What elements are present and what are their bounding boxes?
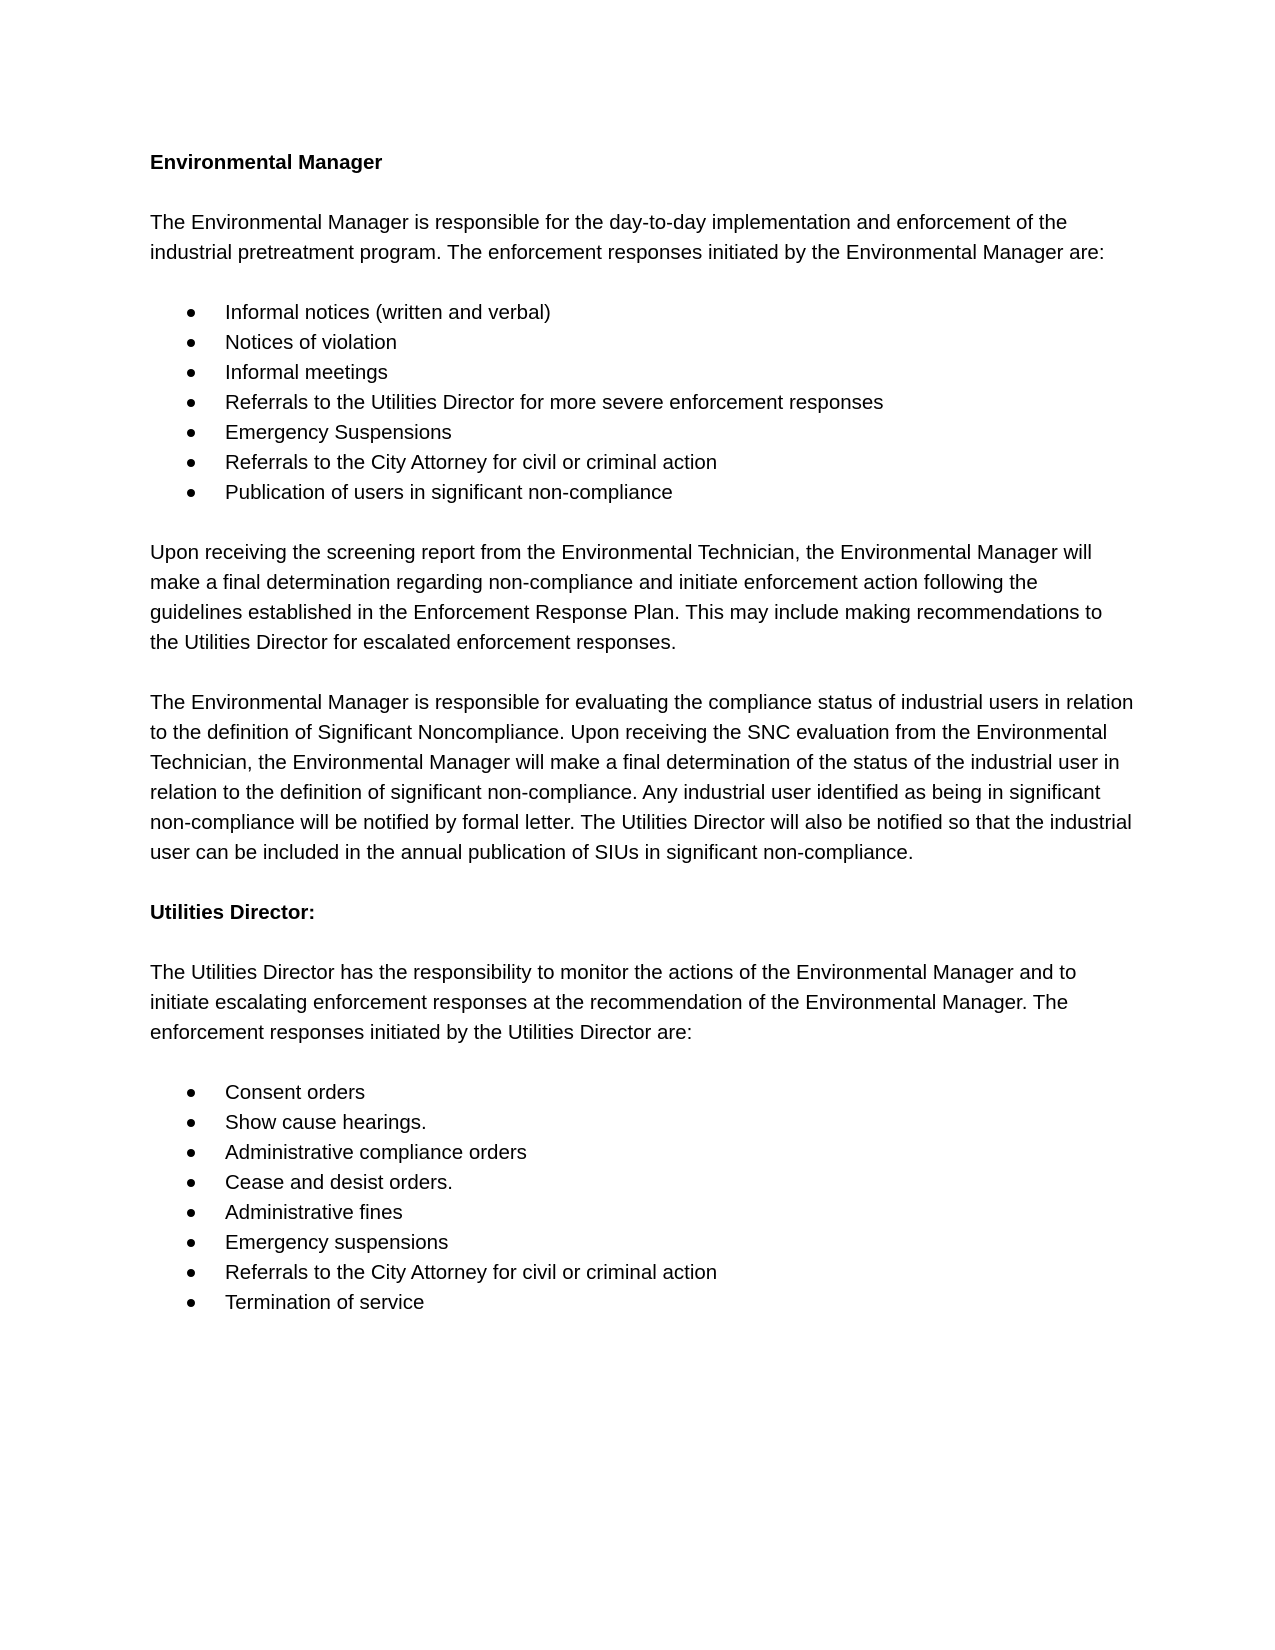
list-item-text: Informal notices (written and verbal) xyxy=(225,301,551,324)
spacer xyxy=(150,1048,1135,1078)
list-item xyxy=(150,1198,1135,1228)
body-paragraph: Upon receiving the screening report from the Environmental Technician, the Environmental Manager will make a final determination regarding non-compliance and initiate enforcement action following the guidelines established in the Enforcement Response Plan. This may include making recommendations to the Utilities Director for escalated enforcement responses. xyxy=(150,541,1103,654)
list-item-text: Referrals to the City Attorney for civil or criminal action xyxy=(225,1261,718,1284)
spacer xyxy=(150,268,1135,298)
list-item xyxy=(150,358,1135,388)
section-heading-utilities-director: Utilities Director: xyxy=(150,901,316,924)
list-item-text: Administrative fines xyxy=(225,1201,403,1224)
bullet-icon xyxy=(187,1269,195,1277)
spacer xyxy=(150,508,1135,538)
list-item-text: Informal meetings xyxy=(225,361,388,384)
list-item xyxy=(150,1228,1135,1258)
bullet-icon xyxy=(187,1179,195,1187)
list-item-text: Cease and desist orders. xyxy=(225,1171,453,1194)
list-item xyxy=(150,298,1135,328)
utilities-director-responses-list xyxy=(150,1078,1135,1318)
list-item xyxy=(150,1108,1135,1138)
body-paragraph: The Environmental Manager is responsible for evaluating the compliance status of industrial users in relation to the definition of Significant Noncompliance. Upon receiving the SNC evaluation from the Environmental Technician, the Environmental Manager will make a final determination of the status of the industrial user in relation to the definition of significant non-compliance. Any industrial user identified as being in significant non-compliance will be notified by formal letter. The Utilities Director will also be notified so that the industrial user can be included in the annual publication of SIUs in significant non-compliance. xyxy=(150,691,1134,864)
list-item xyxy=(150,1138,1135,1168)
list-item xyxy=(150,478,1135,508)
list-item-text: Administrative compliance orders xyxy=(225,1141,527,1164)
list-item-text: Notices of violation xyxy=(225,331,398,354)
bullet-icon xyxy=(187,1239,195,1247)
list-item xyxy=(150,388,1135,418)
spacer xyxy=(150,658,1135,688)
list-item-text: Consent orders xyxy=(225,1081,366,1104)
spacer xyxy=(150,868,1135,898)
bullet-icon xyxy=(187,399,195,407)
list-item-text: Referrals to the Utilities Director for more severe enforcement responses xyxy=(225,391,884,414)
document-body xyxy=(150,148,1135,1318)
bullet-icon xyxy=(187,1149,195,1157)
list-item xyxy=(150,418,1135,448)
list-item xyxy=(150,1258,1135,1288)
list-item-text: Emergency suspensions xyxy=(225,1231,449,1254)
list-item-text: Publication of users in significant non-compliance xyxy=(225,481,673,504)
list-item-text: Emergency Suspensions xyxy=(225,421,452,444)
bullet-icon xyxy=(187,1119,195,1127)
section-intro-paragraph: The Environmental Manager is responsible for the day-to-day implementation and enforcement of the industrial pretreatment program. The enforcement responses initiated by the Environmental Manager are: xyxy=(150,211,1105,264)
list-item-text: Termination of service xyxy=(225,1291,425,1314)
list-item-text: Referrals to the City Attorney for civil or criminal action xyxy=(225,451,718,474)
bullet-icon xyxy=(187,1209,195,1217)
bullet-icon xyxy=(187,339,195,347)
list-item-text: Show cause hearings. xyxy=(225,1111,427,1134)
section-intro-paragraph: The Utilities Director has the responsibility to monitor the actions of the Environmental Manager and to initiate escalating enforcement responses at the recommendation of the Environmental Manager. The enforcement responses initiated by the Utilities Director are: xyxy=(150,961,1077,1044)
bullet-icon xyxy=(187,429,195,437)
spacer xyxy=(150,928,1135,958)
list-item xyxy=(150,1078,1135,1108)
list-item xyxy=(150,1168,1135,1198)
bullet-icon xyxy=(187,489,195,497)
spacer xyxy=(150,178,1135,208)
list-item xyxy=(150,328,1135,358)
list-item xyxy=(150,1288,1135,1318)
bullet-icon xyxy=(187,309,195,317)
bullet-icon xyxy=(187,459,195,467)
bullet-icon xyxy=(187,1089,195,1097)
section-heading-environmental-manager: Environmental Manager xyxy=(150,151,383,174)
environmental-manager-responses-list xyxy=(150,298,1135,508)
list-item xyxy=(150,448,1135,478)
bullet-icon xyxy=(187,1299,195,1307)
bullet-icon xyxy=(187,369,195,377)
